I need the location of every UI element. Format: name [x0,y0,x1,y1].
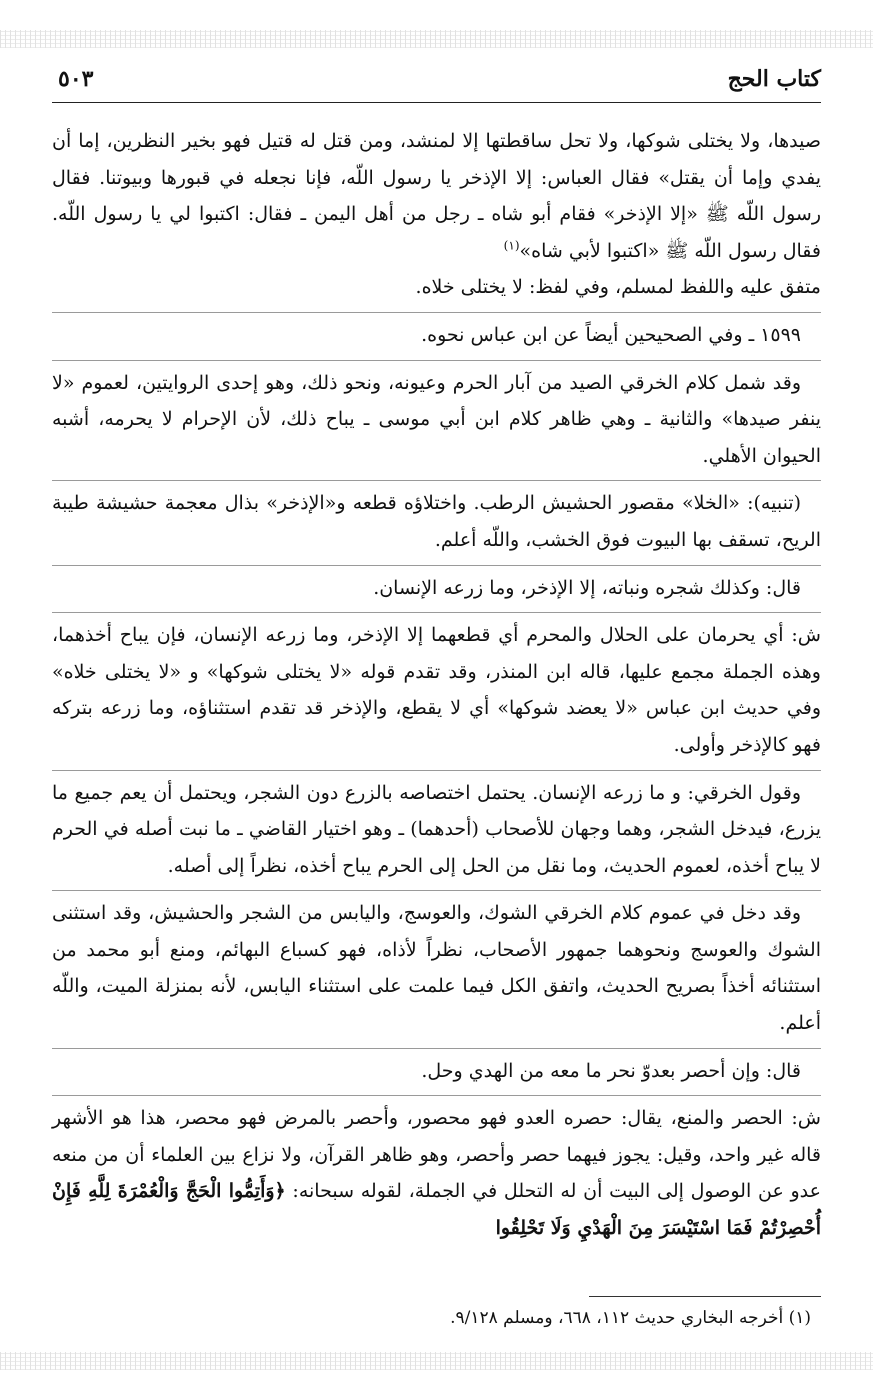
quran-verse: ﴿وَأَتِمُّوا الْحَجَّ وَالْعُمْرَةَ لِلَّهِ فَإِنْ أُحْصِرْتُمْ فَمَا اسْتَيْسَرَ مِنَ الْهَدْيِ وَلَا تَحْلِقُوا [52,1180,821,1240]
footnote-reference: (١) [503,238,520,253]
footnote-divider [589,1296,821,1297]
paragraph-qala-ihsar: قال: وإن أحصر بعدوّ نحر ما معه من الهدي وحل. [52,1048,821,1090]
paragraph-text: صيدها، ولا يختلى شوكها، ولا تحل ساقطتها إلا لمنشد، ومن قتل له قتيل فهو بخير النظرين، إما أن يفدي وإما أن يقتل» فقال العباس: إلا الإذخر يا رسول اللّه، فإنا نجعله في قبورها وبيوتنا. فقال رسول اللّه ﷺ «إلا الإذخر» فقام أبو شاه ـ رجل من أهل اليمن ـ فقال: اكتبوا لي يا رسول اللّه. فقال رسول اللّه ﷺ «اكتبوا لأبي شاه» [52,130,821,262]
paragraph-sharh-ihsar [52,1095,821,1246]
paragraph-qala-trees: قال: وكذلك شجره ونباته، إلا الإذخر، وما زرعه الإنسان. [52,565,821,607]
paragraph-thorns: وقد دخل في عموم كلام الخرقي الشوك، والعوسج، واليابس من الشجر والحشيش، وقد استثنى الشوك والعوسج ونحوهما جمهور الأصحاب، نظراً لأذاه، فهو كسباع البهائم، ومنع أبو محمد من استثنائه أخذاً بصريح الحديث، واتفق الكل فيما علمت على استثناء اليابس، لأنه بمنزلة الميت، واللّه أعلم. [52,890,821,1041]
paragraph-note-khala: (تنبيه): «الخلا» مقصور الحشيش الرطب. واختلاؤه قطعه و«الإذخر» بذال معجمة حشيشة طيبة الريح، تسقف بها البيوت فوق الخشب، واللّه أعلم. [52,480,821,558]
scan-noise-top [0,30,873,48]
book-title: كتاب الحج [727,66,821,92]
paragraph-kharaqi-saying: وقول الخرقي: و ما زرعه الإنسان. يحتمل اختصاصه بالزرع دون الشجر، ويحتمل أن يعم جميع ما يزرع، فيدخل الشجر، وهما وجهان للأصحاب (أحدهما) ـ وهو اختيار القاضي ـ ما نبت أصله في الحرم لا يباح أخذه، لعموم الحديث، وما نقل من الحل إلى الحرم يباح أخذه، نظراً إلى أصله. [52,770,821,885]
scan-noise-bottom [0,1352,873,1370]
page-number: ٥٠٣ [58,66,94,92]
paragraph-hadith-continuation [52,123,821,269]
paragraph-wells-hunting: وقد شمل كلام الخرقي الصيد من آبار الحرم وعيونه، ونحو ذلك، وهو إحدى الروايتين، لعموم «لا ينفر صيدها» والثانية ـ وهي ظاهر كلام ابن أبي موسى ـ يباح ذلك، لأن الإحرام لا يحرمه، أشبه الحيوان الأهلي. [52,360,821,475]
paragraph-hadith-1599: ١٥٩٩ ـ وفي الصحيحين أيضاً عن ابن عباس نحوه. [52,312,821,354]
paragraph-agreed-upon: متفق عليه واللفظ لمسلم، وفي لفظ: لا يختلى خلاه. [415,276,821,299]
page-header [52,62,821,103]
page-body [52,123,821,1247]
paragraph-sharh-trees: ش: أي يحرمان على الحلال والمحرم أي قطعهما إلا الإذخر، وما زرعه الإنسان، فإن يباح أخذهما، وهذه الجملة مجمع عليها، قاله ابن المنذر، وقد تقدم قوله «لا يختلى شوكها» و «لا يختلى خلاه» وفي حديث ابن عباس «لا يعضد شوكها» أي لا يقطع، والإذخر قد تقدم استثناؤه، وما زرعه بتركه فهو كالإذخر وأولى. [52,612,821,763]
paragraph-text: ش: الحصر والمنع، يقال: حصره العدو فهو محصور، وأحصر بالمرض فهو محصر، هذا هو الأشهر قاله غير واحد، وقيل: يجوز فيهما حصر وأحصر، وهو ظاهر القرآن، ولا نزاع بين العلماء أن من منعه عدو عن الوصول إلى البيت أن له التحلل في الجملة، لقوله سبحانه: [52,1107,821,1203]
footnote: (١) أخرجه البخاري حديث ١١٢، ٦٦٨، ومسلم ٩/١٢٨. [450,1308,811,1328]
